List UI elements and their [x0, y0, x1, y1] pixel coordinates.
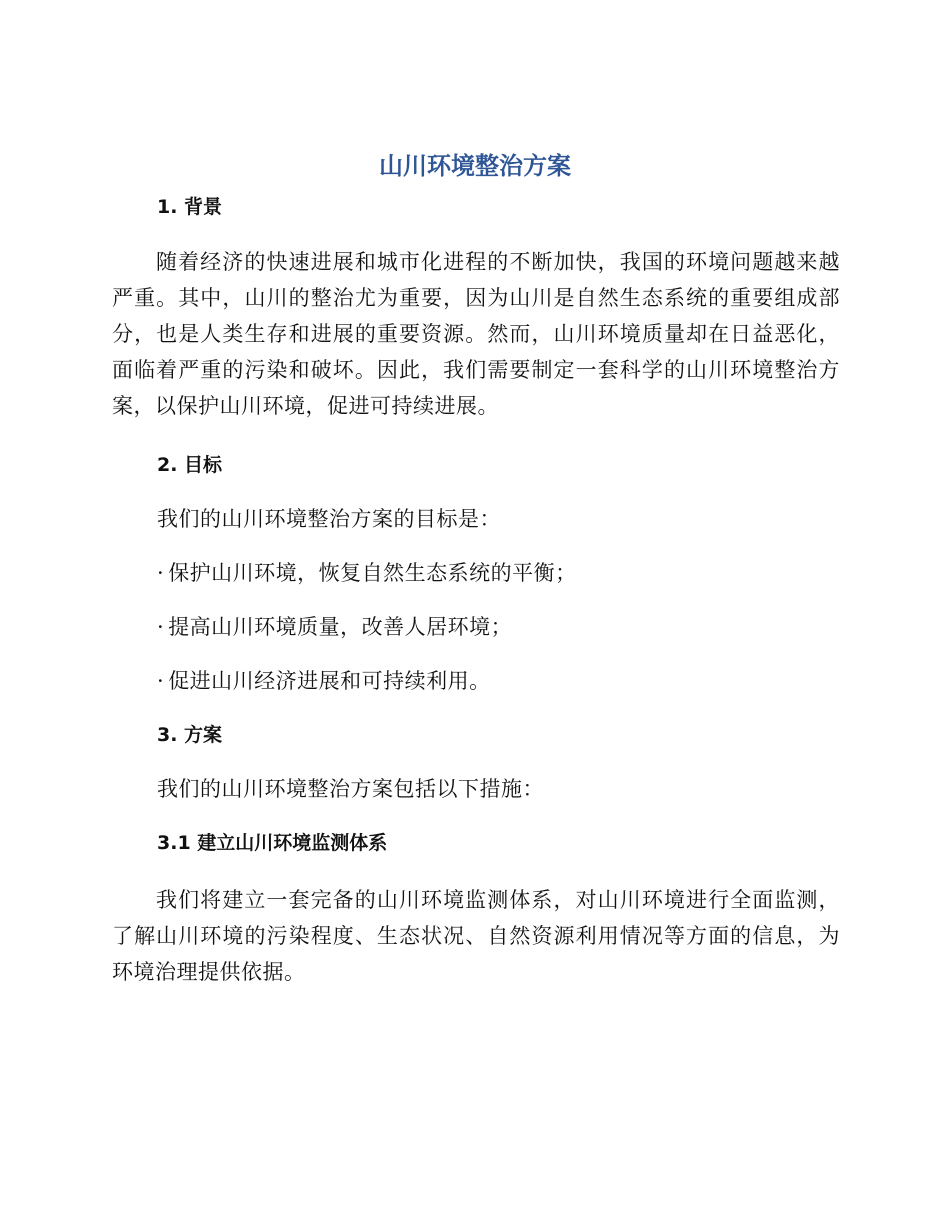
document-body [112, 192, 840, 990]
list-item [157, 666, 840, 696]
bullet-icon: · [157, 561, 165, 585]
goal-item-text: 促进山川经济进展和可持续利用。 [168, 669, 491, 693]
list-item [157, 558, 840, 588]
goals-intro: 我们的山川环境整治方案的目标是： [157, 507, 501, 531]
bullet-icon: · [157, 615, 165, 639]
goals-list [112, 558, 840, 696]
section-heading-plan: 3. 方案 [157, 724, 223, 746]
goal-item-text: 提高山川环境质量，改善人居环境； [168, 615, 513, 639]
background-paragraph: 随着经济的快速进展和城市化进程的不断加快，我国的环境问题越来越严重。其中，山川的整治尤为重要，因为山川是自然生态系统的重要组成部分，也是人类生存和进展的重要资源。然而，山川环境质量却在日益恶化，面临着严重的污染和破坏。因此，我们需要制定一套科学的山川环境整治方案，以保护山川环境，促进可持续进展。 [112, 250, 840, 418]
bullet-icon: · [157, 669, 165, 693]
plan-intro: 我们的山川环境整治方案包括以下措施： [157, 777, 544, 801]
section-heading-goals: 2. 目标 [157, 454, 223, 476]
subsection-heading-monitoring: 3.1 建立山川环境监测体系 [157, 832, 388, 854]
goal-item-text: 保护山川环境，恢复自然生态系统的平衡； [168, 561, 577, 585]
section-heading-background: 1. 背景 [157, 196, 223, 218]
list-item [157, 612, 840, 642]
document-title: 山川环境整治方案 [379, 152, 571, 180]
monitoring-paragraph: 我们将建立一套完备的山川环境监测体系，对山川环境进行全面监测，了解山川环境的污染程度、生态状况、自然资源利用情况等方面的信息，为环境治理提供依据。 [112, 888, 840, 984]
